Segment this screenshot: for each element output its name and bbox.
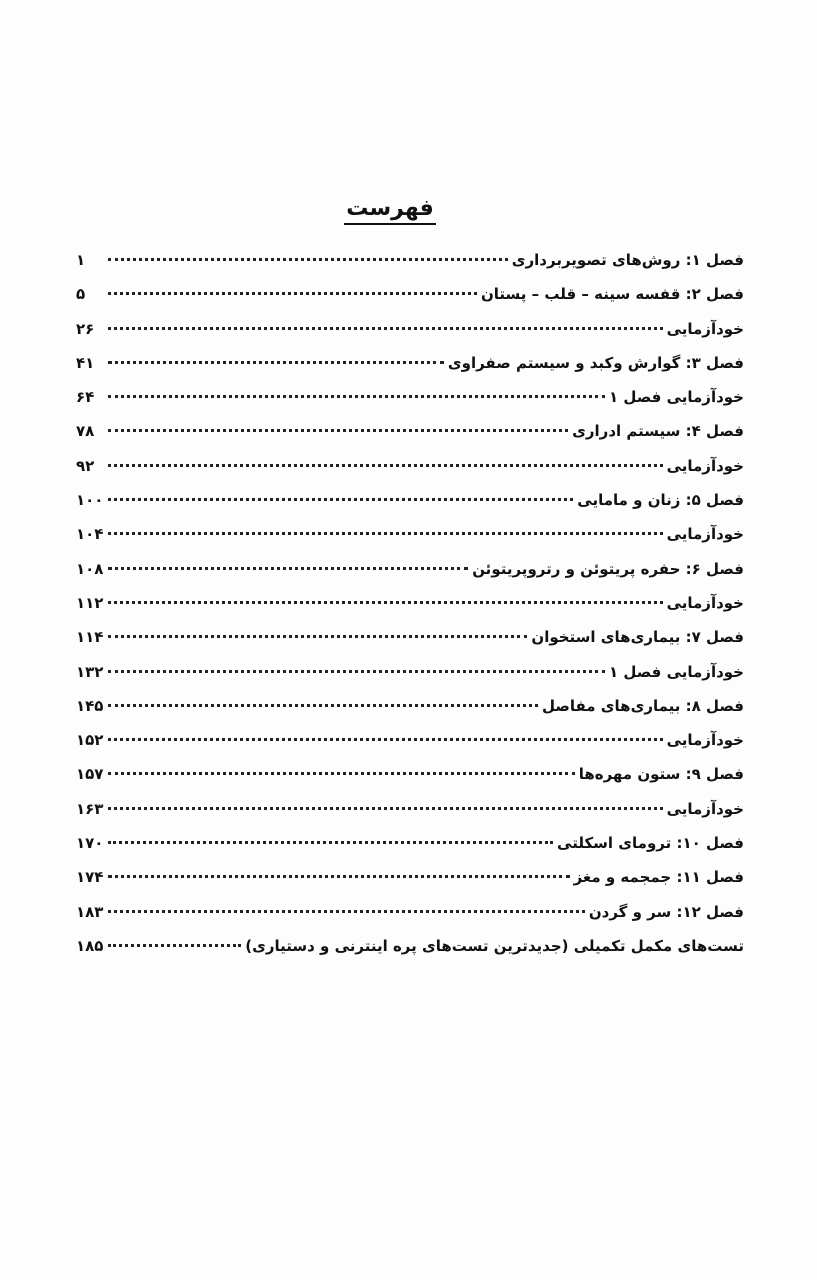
toc-entry-page: ۴۱ <box>76 353 95 372</box>
toc-entry-label: فصل ۳: گوارش وکبد و سیستم صفراوی <box>447 353 744 372</box>
dot-leader <box>108 532 663 535</box>
toc-entry-page: ۱۶۳ <box>76 799 104 818</box>
toc-entry[interactable] <box>76 449 744 483</box>
toc-entry[interactable] <box>76 312 744 346</box>
toc-entry[interactable] <box>76 414 744 448</box>
toc-entry-label: خودآزمایی <box>666 525 744 544</box>
dot-leader <box>108 567 468 570</box>
dot-leader <box>108 292 477 295</box>
toc-entry[interactable] <box>76 689 744 723</box>
page-title <box>0 196 780 221</box>
toc-entry-label: خودآزمایی <box>666 799 744 818</box>
toc-entry[interactable] <box>76 895 744 929</box>
toc-entry[interactable] <box>76 620 744 654</box>
toc-entry-page: ۱۵۷ <box>76 765 104 784</box>
dot-leader <box>108 635 527 638</box>
dot-leader <box>108 875 570 878</box>
dot-leader <box>108 395 605 398</box>
toc-entry-page: ۷۸ <box>76 422 95 441</box>
toc-entry-label: خودآزمایی <box>666 731 744 750</box>
toc-entry-page: ۱۰۸ <box>76 559 104 578</box>
dot-leader <box>108 944 241 947</box>
toc-entry-label: خودآزمایی <box>666 456 744 475</box>
dot-leader <box>108 670 605 673</box>
toc-entry-page: ۱۷۰ <box>76 834 104 853</box>
toc-entry-label: فصل ۱۲: سر و گردن <box>588 902 744 921</box>
toc-entry-label: خودآزمایی <box>666 319 744 338</box>
toc-entry-label: تست‌های مکمل تکمیلی (جدیدترین تست‌های پره اینترنی و دستیاری) <box>245 936 744 955</box>
toc-entry[interactable] <box>76 723 744 757</box>
toc-entry[interactable] <box>76 243 744 277</box>
toc-entry-page: ۱ <box>76 251 86 269</box>
toc-entry-page: ۱۱۲ <box>76 593 104 612</box>
toc-entry-page: ۱۸۵ <box>76 936 104 955</box>
toc-entry-page: ۹۲ <box>76 456 95 475</box>
dot-leader <box>108 498 573 501</box>
toc-entry[interactable] <box>76 517 744 551</box>
dot-leader <box>108 910 585 913</box>
toc-entry-label: خودآزمایی فصل ۱ <box>608 662 744 681</box>
toc-entry-page: ۱۳۲ <box>76 662 104 681</box>
dot-leader <box>108 361 444 364</box>
table-of-contents <box>76 243 744 963</box>
toc-entry[interactable] <box>76 380 744 414</box>
toc-entry-page: ۶۴ <box>76 388 95 407</box>
toc-entry[interactable] <box>76 757 744 791</box>
toc-entry-page: ۱۵۲ <box>76 731 104 750</box>
toc-entry-page: ۱۱۴ <box>76 628 104 647</box>
dot-leader <box>108 258 508 261</box>
dot-leader <box>108 429 568 432</box>
dot-leader <box>108 601 663 604</box>
dot-leader <box>108 738 663 741</box>
toc-entry-label: فصل ۱: روش‌های تصویربرداری <box>511 251 744 269</box>
dot-leader <box>108 327 663 330</box>
toc-entry-label: فصل ۴: سیستم ادراری <box>572 422 744 441</box>
page-title-text: فهرست <box>344 196 436 225</box>
toc-entry-page: ۵ <box>76 285 86 304</box>
toc-entry[interactable] <box>76 586 744 620</box>
toc-entry-label: فصل ۲: قفسه سینه – قلب – پستان <box>480 285 744 304</box>
toc-entry-label: فصل ۷: بیماری‌های استخوان <box>531 628 744 647</box>
toc-entry[interactable] <box>76 792 744 826</box>
toc-entry-label: خودآزمایی <box>666 593 744 612</box>
toc-entry-page: ۱۰۴ <box>76 525 104 544</box>
toc-entry[interactable] <box>76 929 744 963</box>
toc-entry[interactable] <box>76 483 744 517</box>
toc-entry[interactable] <box>76 655 744 689</box>
toc-entry-label: فصل ۱۰: ترومای اسکلتی <box>557 834 744 853</box>
dot-leader <box>108 464 663 467</box>
toc-entry-page: ۲۶ <box>76 319 95 338</box>
toc-entry-label: فصل ۵: زنان و مامایی <box>577 491 744 510</box>
toc-entry-page: ۱۸۳ <box>76 902 104 921</box>
toc-entry-page: ۱۷۴ <box>76 868 104 887</box>
toc-entry[interactable] <box>76 826 744 860</box>
toc-entry-label: فصل ۶: حفره پریتوئن و رتروپریتوئن <box>472 559 744 578</box>
toc-entry-label: خودآزمایی فصل ۱ <box>608 388 744 407</box>
toc-entry-page: ۱۰۰ <box>76 491 104 510</box>
dot-leader <box>108 704 538 707</box>
toc-entry[interactable] <box>76 552 744 586</box>
toc-entry-label: فصل ۸: بیماری‌های مفاصل <box>541 696 744 715</box>
dot-leader <box>108 841 553 844</box>
toc-entry[interactable] <box>76 277 744 311</box>
toc-entry-page: ۱۴۵ <box>76 696 104 715</box>
toc-entry[interactable] <box>76 346 744 380</box>
dot-leader <box>108 807 663 810</box>
toc-entry-label: فصل ۹: ستون مهره‌ها <box>578 765 744 784</box>
dot-leader <box>108 772 575 775</box>
toc-entry-label: فصل ۱۱: جمجمه و مغز <box>573 868 744 887</box>
toc-entry[interactable] <box>76 860 744 894</box>
